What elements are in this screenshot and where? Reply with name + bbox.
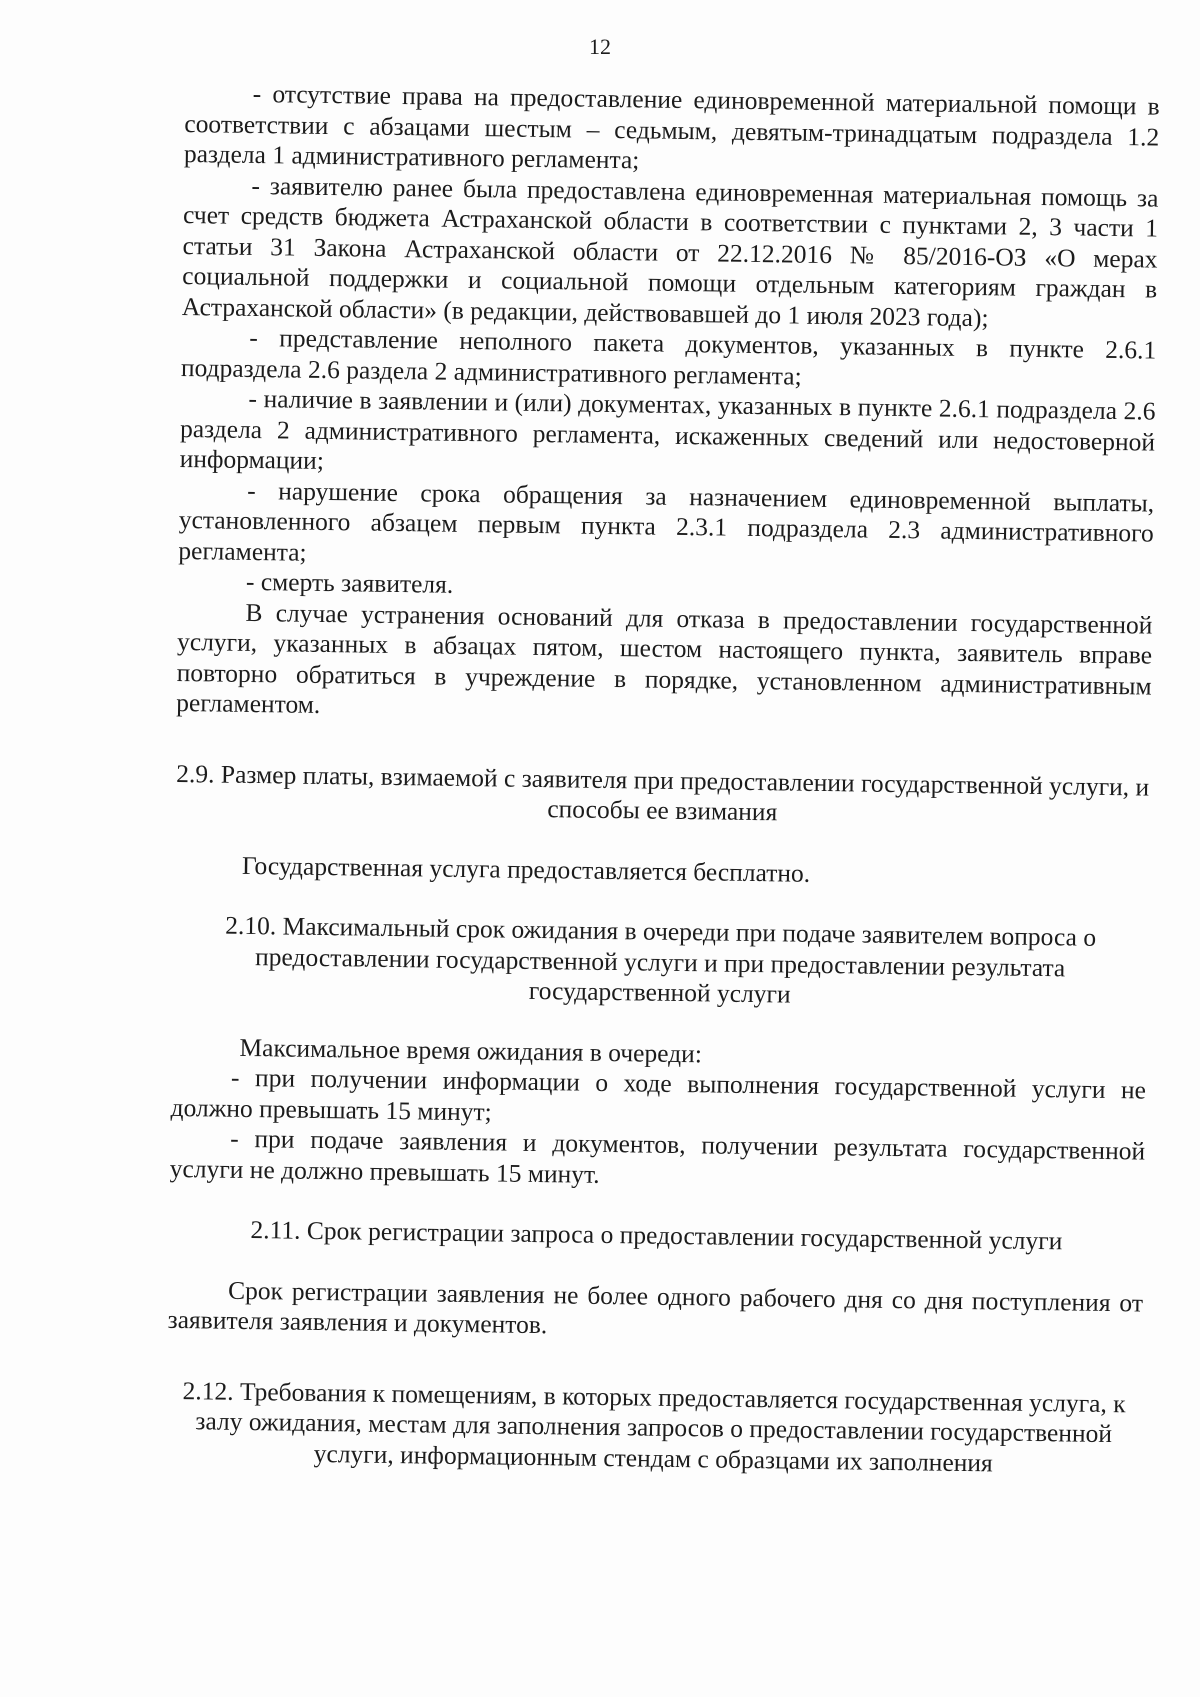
paragraph: Государственная услуга предоставляется бесплатно. [241, 850, 811, 888]
section-heading: 2.11. Срок регистрации запроса о предоставлении государственной услуги [250, 1215, 1063, 1256]
paragraph: - представление неполного пакета документов, указанных в пункте 2.6.1 подраздела 2.6 раздела 2 административного регламента; [180, 322, 1157, 391]
section-heading: 2.10. Максимальный срок ожидания в очереди при подаче заявителем вопроса о предоставлении государственной услуги и при предоставлении результата государственной услуги [225, 910, 1097, 1009]
paragraph: - при получении информации о ходе выполнения государственной услуги не должно превышать 15 минут; [170, 1062, 1147, 1126]
section-heading: 2.9. Размер платы, взимаемой с заявителя при предоставлении государственной услуги, и способы ее взимания [176, 758, 1150, 827]
document-body [166, 78, 1160, 1480]
paragraph: В случае устранения оснований для отказа в предоставлении государственной услуги, указанных в абзацах пятом, шестом настоящего пункта, заявитель вправе повторно обратиться в учреждение в порядке, установленном административным регламентом. [176, 597, 1153, 719]
paragraph: - смерть заявителя. [245, 566, 454, 599]
paragraph: - отсутствие права на предоставление единовременной материальной помощи в соответствии с абзацами шестым – седьмым, девятым-тринадцатым подраздела 1.2 раздела 1 административного регламента; [183, 78, 1160, 175]
paragraph: - наличие в заявлении и (или) документах, указанных в пункте 2.6.1 подраздела 2.6 раздела 2 административного регламента, искаженных сведений или недостоверной информации; [179, 383, 1156, 475]
paragraph: - заявителю ранее была предоставлена единовременная материальная помощь за счет средств бюджета Астраханской области в соответствии с пунктами 2, 3 части 1 статьи 31 Закона Астраханской области от 22.12.2016 № 85/2016-ОЗ «О мерах социальной поддержки и социальной помощи отдельным категориям граждан в Астраханской области» (в редакции, действовавшей до 1 июля 2023 года); [181, 170, 1159, 332]
paragraph: Максимальное время ожидания в очереди: [239, 1032, 703, 1068]
paragraph: - нарушение срока обращения за назначением единовременной выплаты, установленного абзацем первым пункта 2.3.1 подраздела 2.3 административного регламента; [178, 475, 1155, 567]
paragraph: - при подаче заявления и документов, получении результата государственной услуги не должно превышать 15 минут. [169, 1123, 1146, 1189]
page-number: 12 [589, 34, 611, 59]
paragraph: Срок регистрации заявления не более одного рабочего дня со дня поступления от заявителя заявления и документов. [167, 1275, 1144, 1340]
section-heading: 2.12. Требования к помещениям, в которых предоставляется государственная услуга, к залу ожидания, местам для заполнения запросов о предоставлении государственной услуги, информационным стендам с образцами их заполнения [182, 1375, 1126, 1477]
